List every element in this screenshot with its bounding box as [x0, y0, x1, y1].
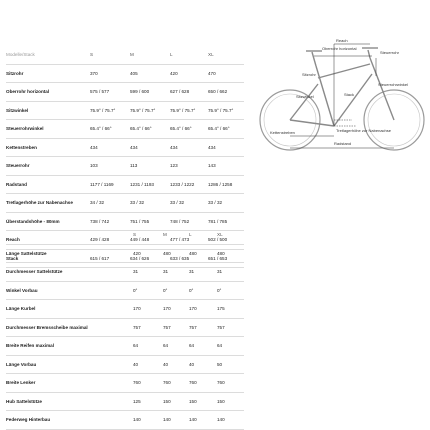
- table-row: [6, 83, 244, 102]
- row-label: Reach: [6, 237, 20, 242]
- row-value: 31: [163, 269, 169, 274]
- diagram-label-sitzrohr: Sitzrohr: [302, 72, 316, 77]
- row-label: Sitzrohr: [6, 70, 24, 76]
- diagram-label-tretlager: Tretlagerhöhe zur Nabenachse: [336, 128, 391, 133]
- row-value: 0°: [133, 287, 138, 293]
- row-value: 405: [130, 70, 138, 76]
- row-label: Breite Reifen maximal: [6, 343, 54, 348]
- diagram-label-stack: Stack: [344, 92, 355, 97]
- row-value: 1231 / 1193: [130, 181, 154, 187]
- row-label: Breite Lenker: [6, 380, 36, 385]
- row-value: 64: [163, 343, 169, 348]
- row-value: 31: [217, 269, 223, 274]
- table-row: [6, 356, 244, 375]
- row-value: 0°: [217, 287, 222, 293]
- row-value: 480: [217, 250, 225, 256]
- diagram-label-radstand: Radstand: [334, 141, 352, 146]
- corner-label: Modelle/Stack: [6, 52, 35, 57]
- row-value: 33 / 32: [208, 200, 223, 205]
- table-row: [6, 337, 244, 356]
- row-value: 75.9° / 75.7°: [208, 107, 234, 113]
- row-value: 123: [170, 163, 178, 168]
- row-label: Tretlagerhöhe zur Nabenachse: [6, 200, 73, 205]
- row-value: 651 / 653: [208, 255, 228, 261]
- row-value: 31: [189, 269, 195, 274]
- size-header: XL: [217, 232, 223, 237]
- row-label: Sitzwinkel: [6, 107, 29, 113]
- row-value: 65.4° / 66°: [170, 126, 192, 131]
- row-value: 64: [217, 343, 223, 348]
- row-label: Winkel Vorbau: [6, 287, 38, 293]
- row-label: Länge Vorbau: [6, 361, 37, 367]
- row-value: 40: [163, 361, 169, 367]
- row-value: 480: [163, 250, 171, 256]
- row-value: 420: [170, 70, 178, 76]
- row-value: 50: [217, 361, 223, 367]
- row-value: 150: [189, 398, 197, 404]
- row-value: 64: [133, 343, 139, 348]
- row-value: 1177 / 1169: [90, 181, 114, 187]
- row-value: 434: [170, 144, 178, 150]
- row-value: 75.9° / 75.7°: [130, 107, 156, 113]
- table-row: [6, 411, 244, 430]
- row-value: 65.4° / 66°: [90, 126, 112, 131]
- row-value: 0°: [189, 287, 194, 293]
- size-header: L: [170, 52, 173, 57]
- row-value: 757: [189, 324, 197, 330]
- row-value: 449 / 448: [130, 237, 150, 242]
- table-row: [6, 245, 244, 264]
- row-value: 40: [133, 361, 139, 367]
- components-table: [6, 226, 244, 430]
- row-value: 75.9° / 75.7°: [90, 107, 116, 113]
- table-row: [6, 65, 244, 84]
- table-row: [6, 176, 244, 195]
- row-value: 633 / 635: [170, 255, 190, 261]
- table-row: [6, 263, 244, 282]
- row-value: 434: [90, 144, 98, 150]
- row-label: Radstand: [6, 181, 27, 187]
- table-row: [6, 300, 244, 319]
- table-row: [6, 120, 244, 139]
- row-label: Hub Sattelstütze: [6, 398, 42, 404]
- size-header: S: [90, 52, 94, 57]
- row-value: 370: [90, 70, 98, 76]
- table-row: [6, 139, 244, 158]
- diagram-label-sitzwinkel: Sitzwinkel: [296, 94, 314, 99]
- row-label: Überstandshöhe - 80mm: [6, 218, 60, 224]
- row-value: 480: [189, 250, 197, 256]
- row-value: 757: [133, 324, 141, 330]
- table-row: [6, 157, 244, 176]
- row-value: 150: [163, 398, 171, 404]
- row-value: 760: [189, 380, 197, 385]
- row-value: 650 / 662: [208, 89, 228, 94]
- row-value: 140: [189, 417, 197, 422]
- row-label: Steuerrohrwinkel: [6, 126, 44, 131]
- row-value: 170: [133, 306, 141, 311]
- row-value: 429 / 428: [90, 237, 110, 242]
- table-row: [6, 102, 244, 121]
- row-value: 65.4° / 66°: [130, 126, 152, 131]
- row-value: 627 / 628: [170, 89, 190, 94]
- row-label: Durchmesser Sattelstütze: [6, 269, 63, 274]
- row-value: 150: [217, 398, 225, 404]
- row-value: 65.4° / 66°: [208, 126, 230, 131]
- row-value: 103: [90, 163, 98, 168]
- row-label: Länge Sattelstütze: [6, 250, 47, 256]
- size-header: M: [130, 52, 134, 57]
- row-value: 113: [130, 163, 138, 168]
- diagram-label-kettenstreben: Kettenstreben: [270, 130, 295, 135]
- row-value: 170: [189, 306, 197, 311]
- row-value: 64: [189, 343, 195, 348]
- row-value: 434: [208, 144, 216, 150]
- row-value: 143: [208, 163, 216, 168]
- row-value: 760: [133, 380, 141, 385]
- bike-frame: [290, 48, 394, 126]
- table-row: [6, 282, 244, 301]
- row-value: 599 / 600: [130, 89, 150, 94]
- row-label: Federweg Hinterbau: [6, 417, 51, 422]
- row-value: 1286 / 1258: [208, 181, 233, 187]
- row-value: 477 / 473: [170, 237, 190, 242]
- row-value: 434: [130, 144, 138, 150]
- diagram-label-steuerrohrwinkel: Steuerrohrwinkel: [378, 82, 409, 87]
- row-value: 33 / 32: [130, 200, 145, 205]
- row-value: 34 / 32: [90, 200, 105, 205]
- row-label: Länge Kurbel: [6, 306, 36, 311]
- row-value: 760: [163, 380, 171, 385]
- table-row: [6, 319, 244, 338]
- row-value: 751 / 755: [130, 218, 150, 224]
- row-value: 33 / 32: [170, 200, 185, 205]
- diagram-label-steuerrohr: Steuerrohr: [380, 50, 399, 55]
- row-value: 140: [217, 417, 225, 422]
- bike-geometry-diagram: [252, 36, 428, 160]
- size-header: L: [189, 232, 192, 237]
- row-value: 1233 / 1222: [170, 181, 195, 187]
- row-value: 760: [217, 380, 225, 385]
- row-label: Stack: [6, 255, 19, 261]
- diagram-label-oberrohr: Oberrohr horizontal: [322, 46, 357, 51]
- size-header: XL: [208, 52, 214, 57]
- table-header-row: [6, 46, 244, 65]
- row-value: 470: [208, 70, 216, 76]
- row-value: 757: [163, 324, 171, 330]
- row-value: 757: [217, 324, 225, 330]
- row-label: Oberrohr horizontal: [6, 89, 50, 94]
- row-value: 140: [163, 417, 171, 422]
- table-row: [6, 374, 244, 393]
- row-label: Steuerrohr: [6, 163, 30, 168]
- table-header-row: [6, 226, 244, 245]
- row-value: 125: [133, 398, 141, 404]
- row-label: Kettenstreben: [6, 144, 37, 150]
- row-value: 575 / 577: [90, 89, 110, 94]
- row-value: 75.9° / 75.7°: [170, 107, 196, 113]
- diagram-label-reach: Reach: [336, 38, 348, 43]
- row-value: 615 / 617: [90, 255, 110, 261]
- size-header: M: [163, 232, 167, 237]
- row-value: 175: [217, 306, 225, 311]
- row-value: 31: [133, 269, 139, 274]
- row-value: 634 / 626: [130, 255, 150, 261]
- row-value: 738 / 742: [90, 218, 110, 224]
- row-value: 140: [133, 417, 141, 422]
- size-header: S: [133, 232, 137, 237]
- row-value: 748 / 752: [170, 218, 190, 224]
- row-value: 502 / 500: [208, 237, 228, 242]
- row-value: 420: [133, 250, 141, 256]
- table-row: [6, 393, 244, 412]
- row-value: 781 / 785: [208, 218, 228, 224]
- row-value: 40: [189, 361, 195, 367]
- row-label: Durchmesser Bremsscheibe maximal: [6, 324, 88, 330]
- row-value: 0°: [163, 287, 168, 293]
- row-value: 170: [163, 306, 171, 311]
- table-row: [6, 194, 244, 213]
